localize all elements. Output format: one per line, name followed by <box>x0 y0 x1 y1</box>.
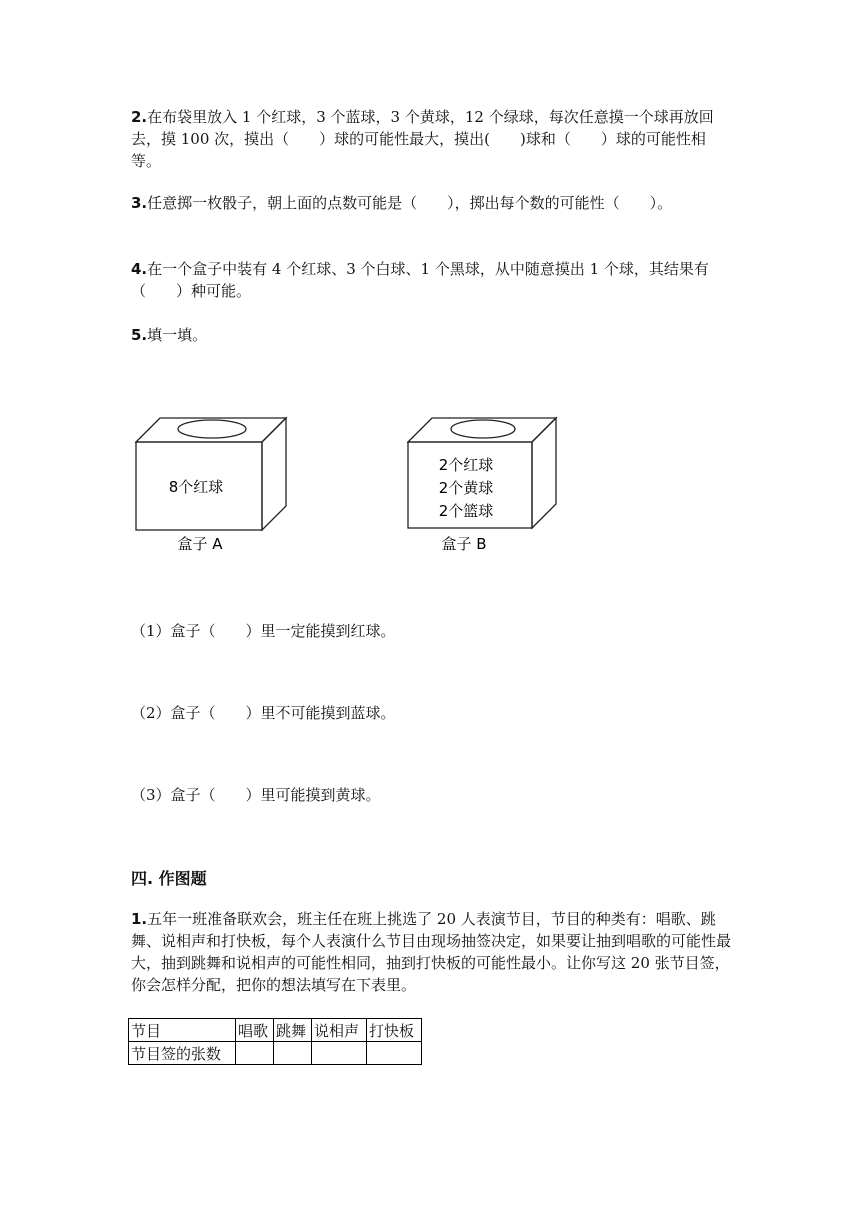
box-a <box>136 418 286 530</box>
box-b-line-2: 2个黄球 <box>438 479 494 497</box>
table-header-cell: 唱歌 <box>236 1019 274 1042</box>
table-header-cell: 说相声 <box>312 1019 367 1042</box>
box-b-line-1: 2个红球 <box>438 456 494 474</box>
box-a-content: 8个红球 <box>168 478 224 496</box>
answer-cell[interactable] <box>274 1042 312 1065</box>
question-text: 在布袋里放入 1 个红球，3 个蓝球，3 个黄球，12 个绿球，每次任意摸一个球再放回去，摸 100 次，摸出（ ）球的可能性最大，摸出( )球和（ ）球的可能性相等。 <box>131 108 714 170</box>
question-2 <box>131 106 731 172</box>
box-b-line-3: 2个篮球 <box>438 502 494 520</box>
question-5 <box>131 324 731 346</box>
box-b-label: 盒子 B <box>441 535 487 553</box>
answer-cell[interactable] <box>236 1042 274 1065</box>
question-number: 1. <box>131 910 148 928</box>
answer-cell[interactable] <box>312 1042 367 1065</box>
sub-question-3: （3）盒子（ ）里可能摸到黄球。 <box>131 786 381 804</box>
table-header-cell: 跳舞 <box>274 1019 312 1042</box>
question-text: 五年一班准备联欢会，班主任在班上挑选了 20 人表演节目，节目的种类有：唱歌、跳舞、说相声和打快板，每个人表演什么节目由现场抽签决定，如果要让抽到唱歌的可能性最大，抽到跳舞和说相声的可能性相同，抽到打快板的可能性最小。让你写这 20 张节目签，你会怎样分配，把你的想法填写在下表里。 <box>131 910 732 994</box>
table-header-row <box>129 1019 422 1042</box>
section-heading: 四. 作图题 <box>131 869 207 888</box>
box-a-label: 盒子 A <box>177 535 223 553</box>
sub-question-1: （1）盒子（ ）里一定能摸到红球。 <box>131 622 396 640</box>
boxes-figure <box>120 400 580 560</box>
question-number: 3. <box>131 194 148 212</box>
question-number: 2. <box>131 108 148 126</box>
question-text: 在一个盒子中装有 4 个红球、3 个白球、1 个黑球，从中随意摸出 1 个球，其结果有（ ）种可能。 <box>131 260 709 300</box>
question-3 <box>131 192 731 214</box>
question-4 <box>131 258 731 302</box>
table-header-cell: 打快板 <box>367 1019 422 1042</box>
question-number: 4. <box>131 260 148 278</box>
drawing-question-1 <box>131 908 731 996</box>
question-text: 任意掷一枚骰子，朝上面的点数可能是（ ），掷出每个数的可能性（ ）。 <box>147 194 673 212</box>
table-header-cell: 节目 <box>129 1019 236 1042</box>
table-row-label: 节目签的张数 <box>129 1042 236 1065</box>
table-row <box>129 1042 422 1065</box>
question-text: 填一填。 <box>147 326 208 344</box>
program-table <box>128 1018 422 1065</box>
question-number: 5. <box>131 326 148 344</box>
sub-question-2: （2）盒子（ ）里不可能摸到蓝球。 <box>131 704 396 722</box>
answer-cell[interactable] <box>367 1042 422 1065</box>
